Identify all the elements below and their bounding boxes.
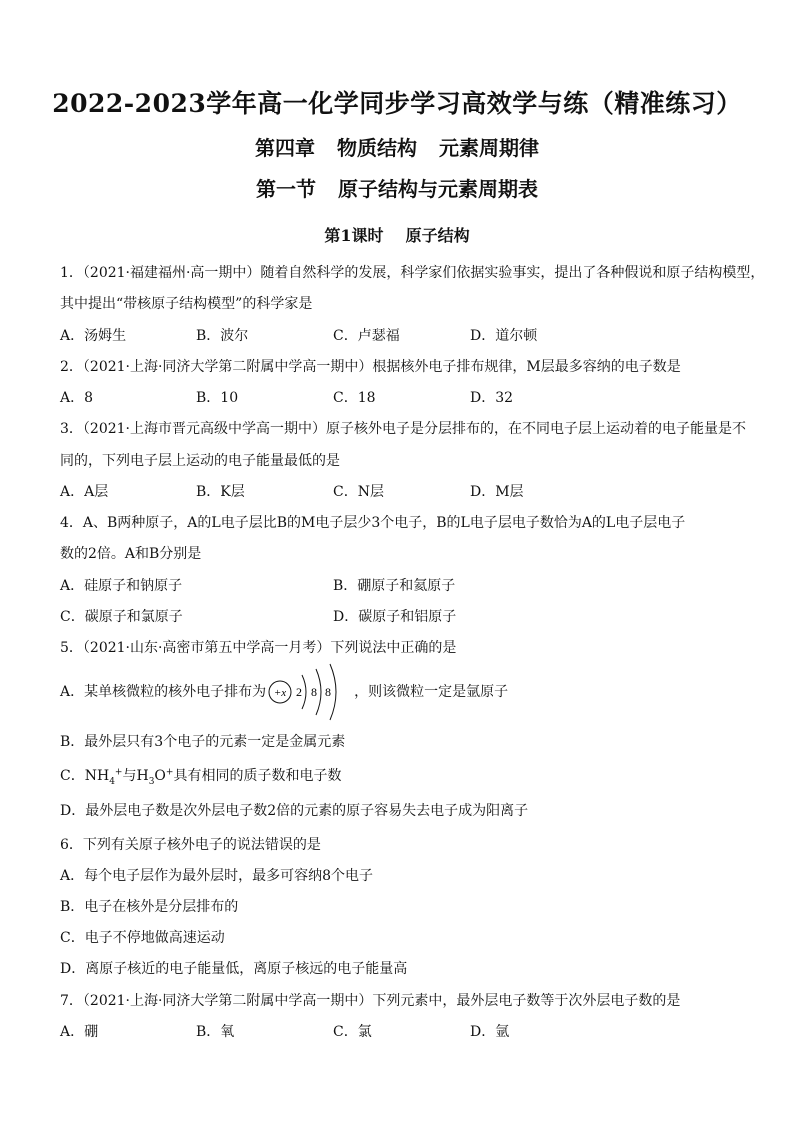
question-5-option-d: D．最外层电子数是次外层电子数2倍的元素的原子容易失去电子成为阳离子: [60, 803, 529, 819]
question-4-option-b: B．硼原子和氦原子: [333, 578, 456, 594]
question-4-option-a: A．硅原子和钠原子: [60, 578, 183, 594]
question-1-option-a: A．汤姆生: [60, 328, 127, 344]
chapter-heading: 第四章 物质结构 元素周期律: [255, 136, 539, 160]
question-2-option-a: A．8: [60, 390, 94, 406]
question-7-option-d: D．氩: [470, 1024, 510, 1040]
question-5-stem: 5．（2021·山东·高密市第五中学高一月考）下列说法中正确的是: [60, 640, 457, 656]
lesson-heading: 第1课时 原子结构: [324, 226, 470, 245]
question-7-stem: 7．（2021·上海·同济大学第二附属中学高一期中）下列元素中，最外层电子数等于次外层电子数的是: [60, 993, 681, 1009]
shell-1-count: 2: [296, 685, 303, 699]
question-1-option-d: D．道尔顿: [470, 328, 538, 344]
shell-arc-1: [302, 675, 306, 709]
question-6-stem: 6．下列有关原子核外电子的说法错误的是: [60, 837, 321, 853]
question-1-option-b: B．波尔: [196, 328, 249, 344]
question-3-option-c: C．N层: [333, 484, 384, 500]
question-4-stem: 4．A、B两种原子，A的L电子层比B的M电子层少3个电子，B的L电子层电子数恰为A的L电子层电子: [60, 515, 686, 531]
question-3-option-d: D．M层: [470, 484, 524, 500]
question-3-option-b: B．K层: [196, 484, 245, 500]
question-7-option-b: B．氧: [196, 1024, 235, 1040]
question-2-option-b: B．10: [196, 390, 239, 406]
shell-2-count: 8: [311, 685, 318, 699]
question-1-option-c: C．卢瑟福: [333, 328, 400, 344]
question-4-stem-cont: 数的2倍。A和B分别是: [60, 546, 202, 562]
question-6-option-a: A．每个电子层作为最外层时，最多可容纳8个电子: [60, 868, 374, 884]
electron-shell-diagram: [268, 663, 352, 721]
electron-shell-svg: [268, 663, 352, 721]
section-heading: 第一节 原子结构与元素周期表: [256, 177, 538, 201]
question-7-option-c: C．氯: [333, 1024, 372, 1040]
question-3-option-a: A．A层: [60, 484, 109, 500]
question-3-stem: 3．（2021·上海市晋元高级中学高一期中）原子核外电子是分层排布的，在不同电子层上运动着的电子能量是不: [60, 421, 746, 437]
question-6-option-c: C．电子不停地做高速运动: [60, 930, 225, 946]
question-4-option-d: D．碳原子和铝原子: [333, 609, 457, 625]
question-5-option-b: B．最外层只有3个电子的元素一定是金属元素: [60, 734, 346, 750]
question-7-option-a: A．硼: [60, 1024, 99, 1040]
document-title: 2022-2023学年高一化学同步学习高效学与练（精准练习）: [52, 89, 742, 118]
question-6-option-d: D．离原子核近的电子能量低，离原子核远的电子能量高: [60, 961, 408, 977]
question-4-option-c: C．碳原子和氯原子: [60, 609, 183, 625]
question-2-option-d: D．32: [470, 390, 514, 406]
question-1-stem-cont: 其中提出“带核原子结构模型”的科学家是: [60, 296, 313, 312]
question-1-stem: 1．（2021·福建福州·高一期中）随着自然科学的发展，科学家们依据实验事实，提出了各种假说和原子结构模型，: [60, 265, 765, 281]
question-2-stem: 2．（2021·上海·同济大学第二附属中学高一期中）根据核外电子排布规律，M层最多容纳的电子数是: [60, 359, 681, 375]
shell-3-count: 8: [325, 685, 332, 699]
question-5-option-c: C．$NH_4^+$与$H_3O^+$具有相同的质子数和电子数: [60, 767, 342, 787]
question-2-option-c: C．18: [333, 390, 376, 406]
question-5-option-a: A．某单核微粒的核外电子排布为 +x 2 8 8 ，则该微粒一定是氩原子: [60, 663, 508, 721]
question-6-option-b: B．电子在核外是分层排布的: [60, 899, 239, 915]
nucleus-charge: +x: [273, 687, 287, 699]
question-3-stem-cont: 同的，下列电子层上运动的电子能量最低的是: [60, 453, 340, 469]
